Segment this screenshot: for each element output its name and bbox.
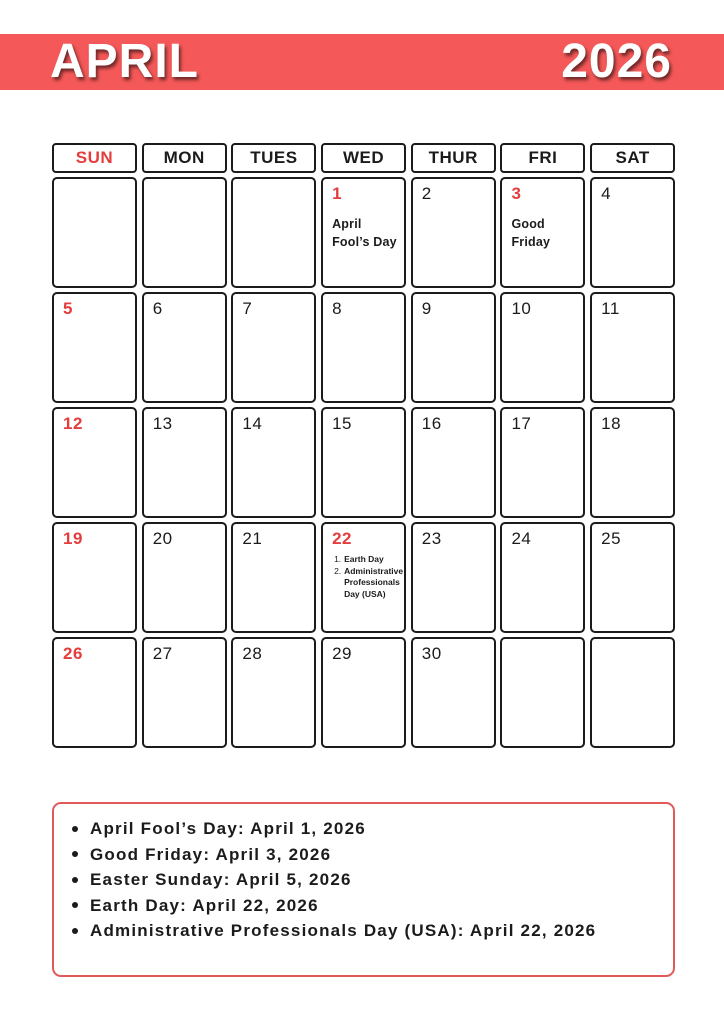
holiday-item	[72, 842, 673, 868]
day-cell-13	[142, 407, 227, 518]
day-cell-12	[52, 407, 137, 518]
bullet-icon	[72, 877, 78, 883]
day-cell-19	[52, 522, 137, 633]
holiday-item	[72, 816, 673, 842]
day-cell-4	[590, 177, 675, 288]
weekday-header-wed: WED	[321, 143, 406, 173]
day-number: 26	[63, 644, 83, 663]
day-cell-14	[231, 407, 316, 518]
day-number: 15	[332, 414, 352, 433]
week-row	[52, 177, 675, 288]
day-number: 5	[63, 299, 73, 318]
weekday-header-fri: FRI	[500, 143, 585, 173]
day-number: 29	[332, 644, 352, 663]
day-number: 20	[152, 529, 173, 548]
day-cell-empty	[142, 177, 227, 288]
day-cell-30	[411, 637, 496, 748]
holiday-text: Easter Sunday: April 5, 2026	[90, 870, 352, 889]
week-row	[52, 637, 675, 748]
calendar-grid	[52, 143, 675, 752]
day-number: 27	[152, 644, 173, 663]
day-cell-5	[52, 292, 137, 403]
day-number: 12	[63, 414, 83, 433]
weekday-header-sat: SAT	[590, 143, 675, 173]
day-cell-29	[321, 637, 406, 748]
day-cell-8	[321, 292, 406, 403]
day-number: 10	[511, 299, 532, 318]
day-number: 4	[601, 184, 612, 203]
week-row	[52, 522, 675, 633]
month-banner	[0, 34, 724, 90]
day-number: 14	[242, 414, 263, 433]
day-number: 7	[242, 299, 253, 318]
holiday-item	[72, 918, 673, 944]
day-number: 24	[511, 529, 532, 548]
day-cell-28	[231, 637, 316, 748]
weekday-header-mon: MON	[142, 143, 227, 173]
day-number: 17	[511, 414, 532, 433]
day-cell-1	[321, 177, 406, 288]
day-cell-23	[411, 522, 496, 633]
weekday-header-tues: TUES	[231, 143, 316, 173]
day-number: 21	[242, 529, 263, 548]
day-event-text: Earth Day	[344, 554, 384, 564]
day-number: 8	[332, 299, 343, 318]
weekday-header-row	[52, 143, 675, 173]
day-cell-22	[321, 522, 406, 633]
day-cell-11	[590, 292, 675, 403]
day-cell-26	[52, 637, 137, 748]
day-event: April Fool’s Day	[332, 217, 397, 249]
holiday-text: April Fool’s Day: April 1, 2026	[90, 819, 366, 838]
weekday-header-thur: THUR	[411, 143, 496, 173]
week-row	[52, 292, 675, 403]
holiday-list-box	[52, 802, 675, 977]
weekday-header-sun: SUN	[52, 143, 137, 173]
holiday-text: Earth Day: April 22, 2026	[90, 895, 319, 915]
day-number: 9	[421, 299, 432, 318]
holiday-item	[72, 867, 673, 893]
day-number: 3	[511, 184, 522, 203]
day-cell-20	[142, 522, 227, 633]
calendar-weeks	[52, 177, 675, 748]
day-number: 1	[332, 184, 343, 203]
day-cell-3	[500, 177, 585, 288]
day-event: Good Friday	[511, 217, 551, 249]
week-row	[52, 407, 675, 518]
day-number: 11	[601, 299, 620, 318]
day-cell-16	[411, 407, 496, 518]
day-number: 28	[242, 644, 263, 663]
day-event-item: 1. Earth Day	[334, 554, 384, 564]
bullet-icon	[72, 851, 78, 857]
day-number: 23	[421, 529, 442, 548]
day-cell-9	[411, 292, 496, 403]
day-number: 16	[421, 414, 442, 433]
day-cell-25	[590, 522, 675, 633]
holiday-text: Good Friday: April 3, 2026	[90, 844, 332, 864]
day-cell-empty	[590, 637, 675, 748]
day-cell-7	[231, 292, 316, 403]
day-cell-21	[231, 522, 316, 633]
day-cell-27	[142, 637, 227, 748]
day-cell-17	[500, 407, 585, 518]
day-number: 25	[601, 529, 622, 548]
day-number: 30	[421, 644, 442, 663]
day-cell-24	[500, 522, 585, 633]
day-number: 2	[421, 184, 432, 203]
day-cell-15	[321, 407, 406, 518]
bullet-icon	[72, 902, 78, 908]
day-event-text: Administrative Professionals Day (USA)	[344, 565, 404, 599]
day-number: 13	[152, 414, 173, 433]
month-title: APRIL	[50, 35, 199, 88]
holiday-list	[72, 816, 673, 944]
day-cell-empty	[52, 177, 137, 288]
day-cell-6	[142, 292, 227, 403]
day-number: 22	[332, 529, 352, 548]
day-number: 19	[63, 529, 83, 548]
day-number: 6	[152, 299, 163, 318]
holiday-text: Administrative Professionals Day (USA): April 22, 2026	[90, 921, 597, 940]
day-number: 18	[601, 414, 622, 433]
day-cell-empty	[500, 637, 585, 748]
day-cell-empty	[231, 177, 316, 288]
bullet-icon	[72, 928, 78, 934]
day-cell-10	[500, 292, 585, 403]
day-event-list	[332, 554, 404, 600]
year-title: 2026	[561, 35, 672, 88]
holiday-item	[72, 893, 673, 919]
day-event-item: 2. Administrative Professionals Day (USA)	[334, 565, 404, 599]
bullet-icon	[72, 826, 78, 832]
day-cell-2	[411, 177, 496, 288]
day-cell-18	[590, 407, 675, 518]
